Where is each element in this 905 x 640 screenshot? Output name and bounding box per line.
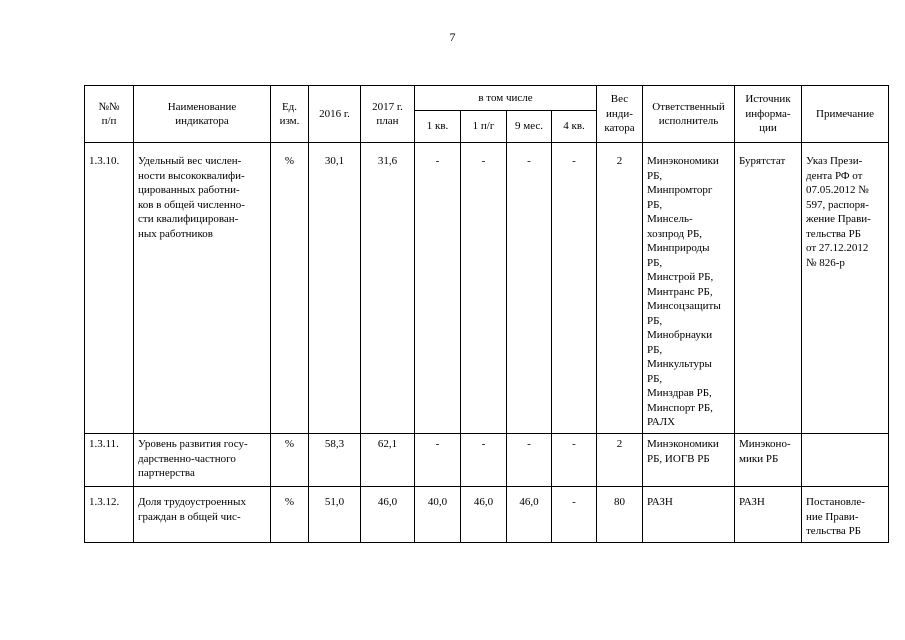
row-unit: % [271,143,309,434]
row-indicator-name [134,487,271,543]
responsible-line: РАЗН [647,496,673,508]
row-value-2016: 30,1 [309,143,361,434]
name-line: ных работников [138,227,213,240]
responsible-line: РБ, [647,256,663,269]
header-num-line: №№ [98,100,120,113]
note-line: Указ Прези- [806,155,863,167]
responsible-line: Минпромторг [647,184,713,196]
responsible-line: Минкультуры [647,358,712,370]
source-line: Бурятстат [739,155,786,167]
row-weight: 2 [597,143,643,434]
responsible-line: РБ, [647,169,663,182]
row-num: 1.3.11. [85,434,134,487]
row-9m: - [507,143,552,434]
row-responsible [643,434,735,487]
row-note [802,487,889,543]
header-responsible-line: исполнитель [658,115,719,127]
row-weight: 80 [597,487,643,543]
header-note: Примечание [802,86,889,143]
row-responsible [643,487,735,543]
header-indicator-name [134,86,271,143]
name-line: Уровень развития госу- [138,438,248,450]
responsible-line: РБ, [647,314,663,327]
header-source-line: Источник [745,93,791,106]
header-2016: 2016 г. [309,86,361,143]
responsible-line: Минстрой РБ, [647,271,714,283]
row-q1: - [415,434,461,487]
table-row [85,143,889,434]
responsible-line: Минэкономики [647,438,719,450]
header-responsible [643,86,735,143]
header-num-line: п/п [101,115,117,127]
name-line: сти квалифицирован- [138,213,239,225]
header-9m: 9 мес. [507,111,552,143]
row-source [735,143,802,434]
note-line: ние Прави- [806,510,859,523]
header-2017-line: план [376,115,399,127]
row-note [802,143,889,434]
note-line: № 826-р [806,256,845,269]
header-2017-line: 2017 г. [372,100,403,113]
header-num [85,86,134,143]
row-h1: - [461,143,507,434]
name-line: партнерства [138,467,195,479]
source-line: РАЗН [739,496,765,508]
responsible-line: РБ, [647,372,663,385]
responsible-line: Минздрав РБ, [647,387,712,399]
header-name-line: Наименование [167,100,237,113]
responsible-line: Минобрнауки [647,329,713,341]
name-line: цированных работни- [138,184,240,196]
header-source [735,86,802,143]
header-q1: 1 кв. [415,111,461,143]
responsible-line: Минэкономики [647,155,719,167]
responsible-line: хозпрод РБ, [647,227,703,240]
note-line: тельства РБ [806,227,861,240]
row-weight: 2 [597,434,643,487]
responsible-line: Минприроды [647,242,710,254]
row-unit: % [271,487,309,543]
row-note [802,434,889,487]
name-line: ности высококвалифи- [138,169,245,182]
table-row [85,487,889,543]
header-h1: 1 п/г [461,111,507,143]
header-weight [597,86,643,143]
row-value-2016: 58,3 [309,434,361,487]
row-value-2017: 62,1 [361,434,415,487]
page-number: 7 [449,30,456,44]
note-line: тельства РБ [806,525,861,537]
note-line: 07.05.2012 № [806,184,869,196]
header-weight-line: Вес [610,93,629,106]
row-indicator-name [134,143,271,434]
row-h1: 46,0 [461,487,507,543]
name-line: дарственно-частного [138,452,236,465]
row-num: 1.3.10. [85,143,134,434]
header-source-line: ции [759,122,777,135]
row-value-2016: 51,0 [309,487,361,543]
header-including: в том числе [415,86,597,111]
row-source [735,434,802,487]
header-source-line: информа- [745,107,791,120]
row-responsible [643,143,735,434]
row-unit: % [271,434,309,487]
note-line: жение Прави- [806,213,871,225]
note-line: дента РФ от [806,169,863,182]
responsible-line: Минтранс РБ, [647,285,713,298]
header-name-line: индикатора [175,115,229,127]
row-9m: - [507,434,552,487]
table-row [85,434,889,487]
row-value-2017: 46,0 [361,487,415,543]
row-q4: - [552,434,597,487]
indicators-table [84,85,889,543]
note-line: Постановле- [806,496,865,508]
row-q4: - [552,487,597,543]
note-line: 597, распоря- [806,198,869,211]
row-q1: 40,0 [415,487,461,543]
responsible-line: Минспорт РБ, [647,401,713,414]
responsible-line: РАЛХ [647,416,676,428]
row-indicator-name [134,434,271,487]
responsible-line: Минсоцзащиты [647,300,721,312]
note-line: от 27.12.2012 [806,242,869,254]
row-9m: 46,0 [507,487,552,543]
header-unit-line: изм. [279,115,300,127]
name-line: Доля трудоустроенных [138,496,246,508]
header-unit [271,86,309,143]
responsible-line: РБ, ИОГВ РБ [647,452,710,465]
name-line: ков в общей численно- [138,198,245,211]
responsible-line: РБ, [647,343,663,356]
row-q4: - [552,143,597,434]
row-value-2017: 31,6 [361,143,415,434]
header-2017-plan [361,86,415,143]
row-q1: - [415,143,461,434]
row-num: 1.3.12. [85,487,134,543]
responsible-line: Минсель- [647,213,693,225]
header-q4: 4 кв. [552,111,597,143]
source-line: мики РБ [739,452,779,465]
name-line: Удельный вес числен- [138,155,242,167]
header-weight-line: инди- [606,107,633,120]
name-line: граждан в общей чис- [138,510,241,523]
header-unit-line: Ед. [281,100,298,113]
source-line: Минэконо- [739,438,791,450]
row-h1: - [461,434,507,487]
row-source [735,487,802,543]
header-responsible-line: Ответственный [652,100,725,113]
header-weight-line: катора [604,122,635,135]
responsible-line: РБ, [647,198,663,211]
